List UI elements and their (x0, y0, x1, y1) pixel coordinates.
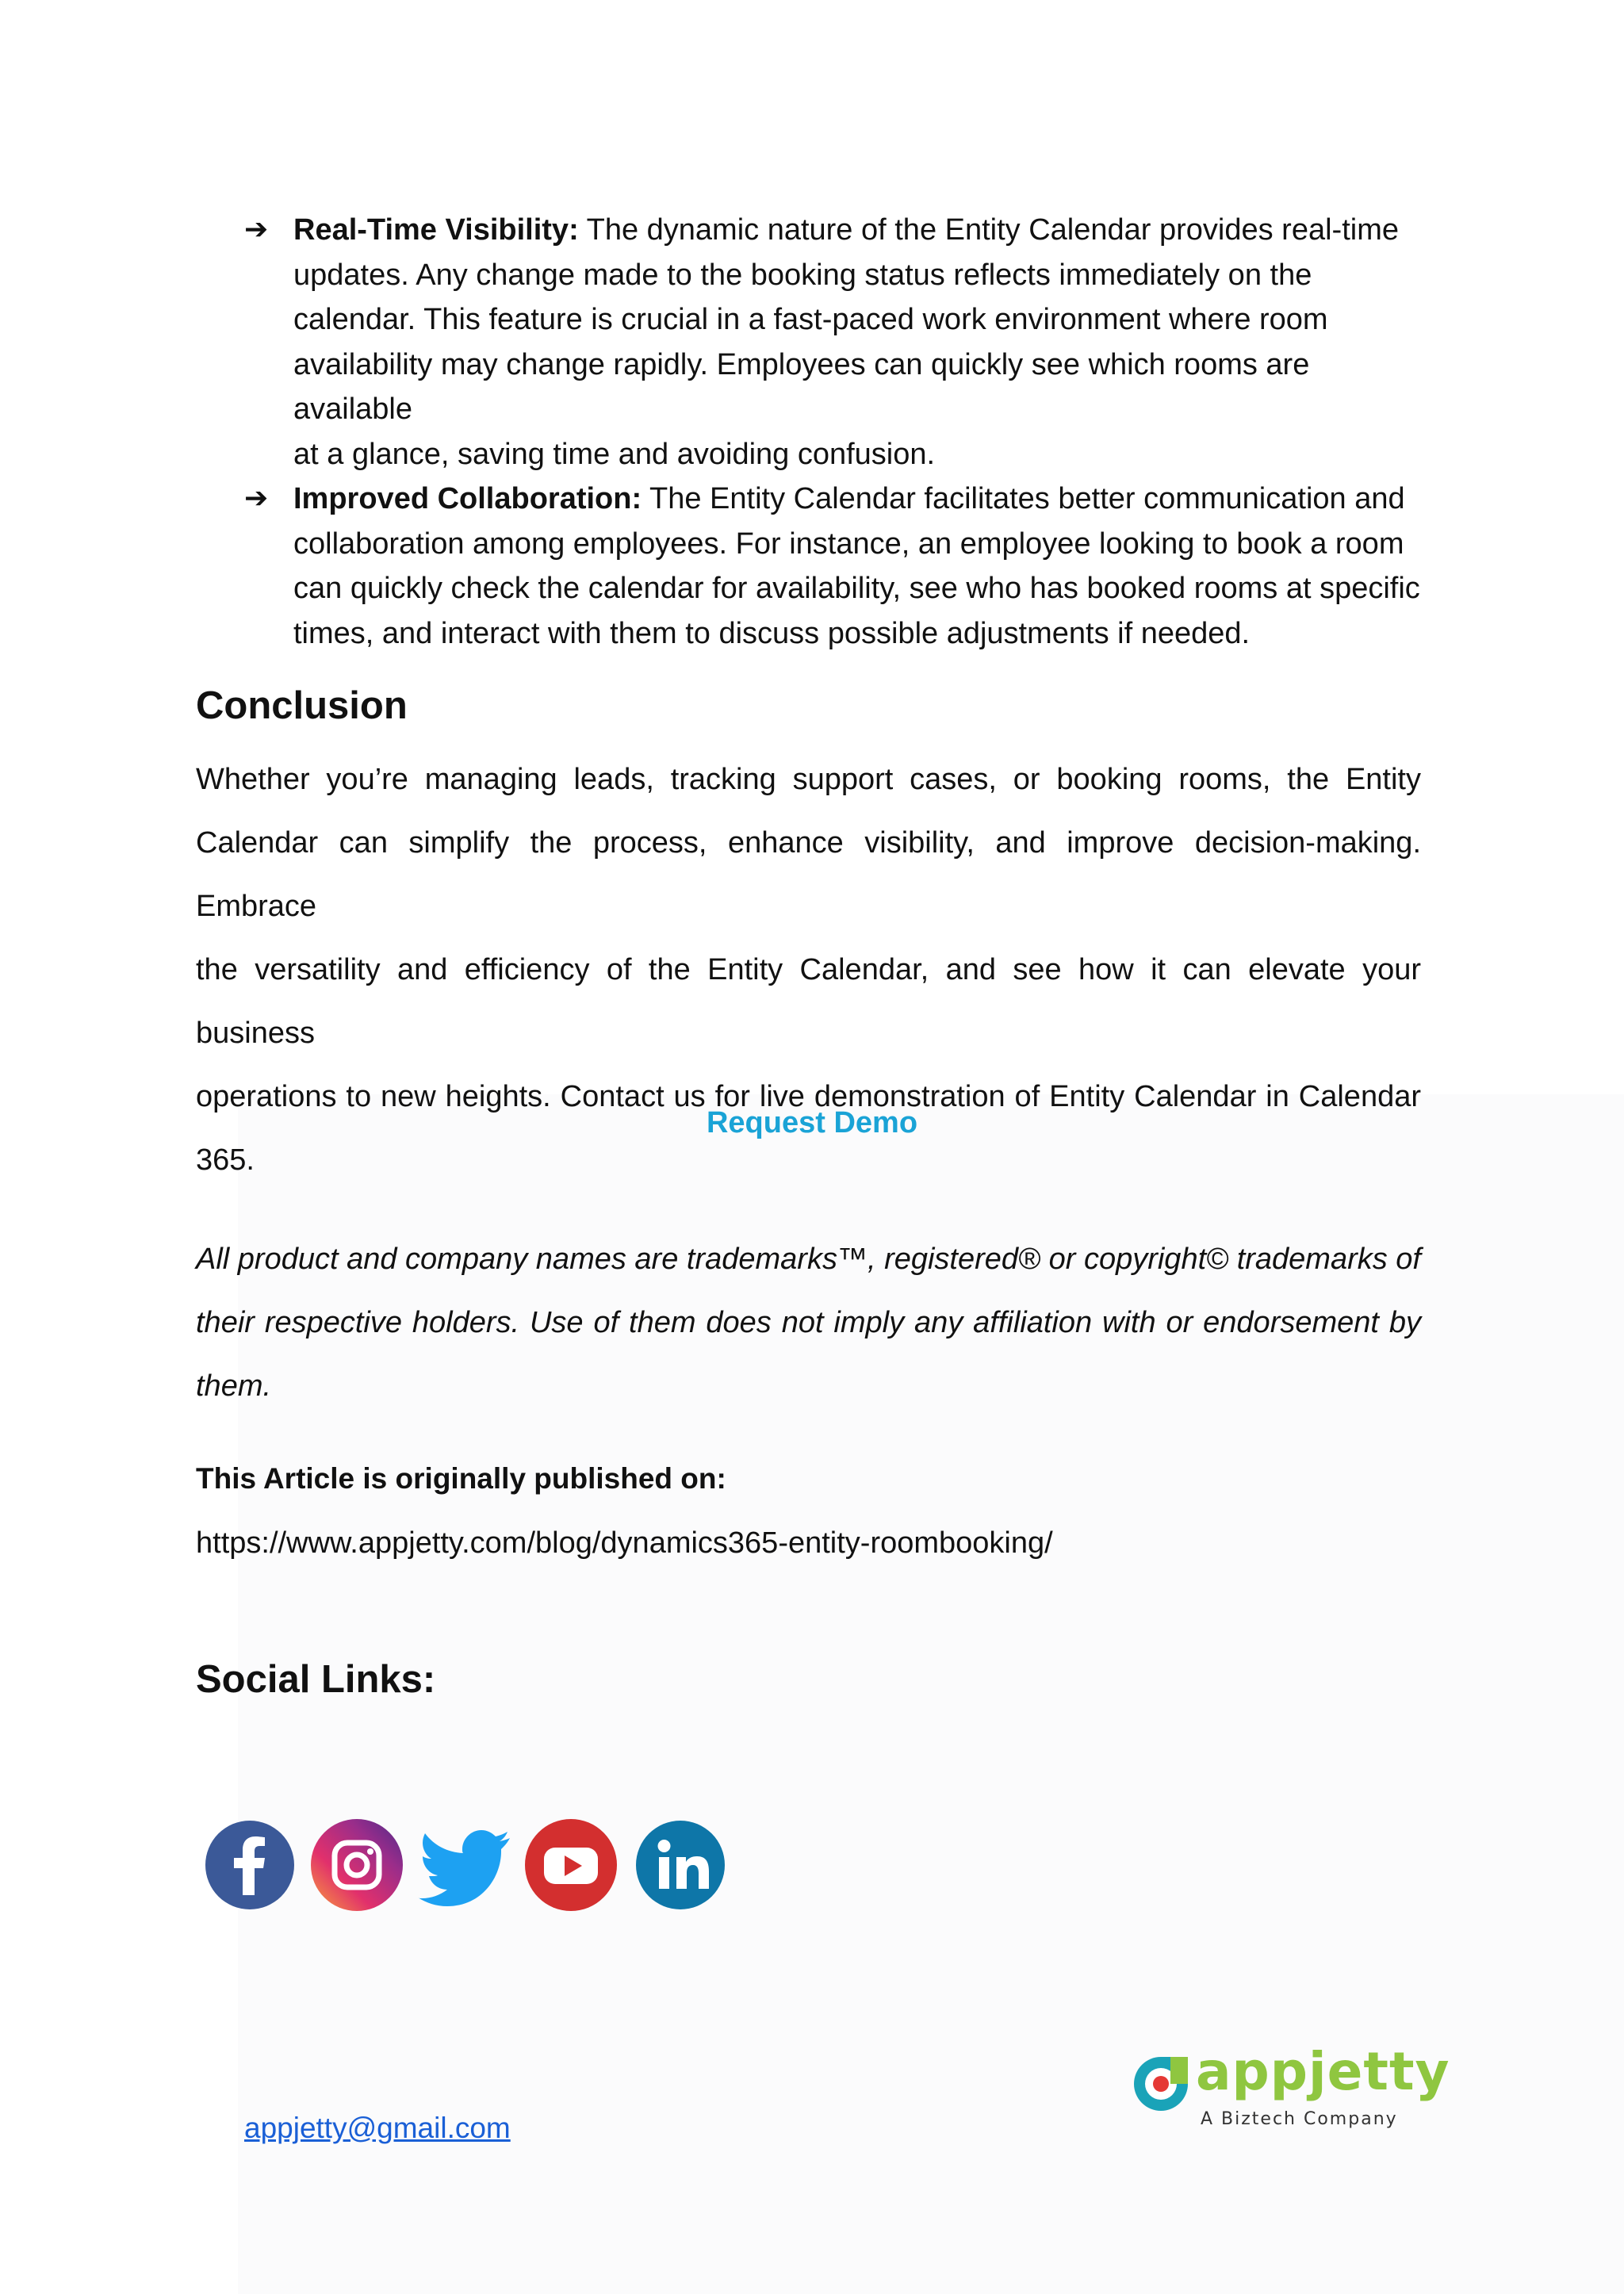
bullet-text: updates. Any change made to the booking status reflects immediately on the (293, 258, 1312, 292)
bullet-text: availability may change rapidly. Employees can quickly see which rooms are available (293, 347, 1310, 426)
bullet-text: can quickly check the calendar for availability, see who has booked rooms at specific (293, 572, 1420, 605)
bullet-text: times, and interact with them to discuss possible adjustments if needed. (293, 616, 1251, 650)
appjetty-logo (1124, 2041, 1450, 2141)
bullet-text: The Entity Calendar facilitates better communication and (642, 482, 1405, 515)
bullet-text: calendar. This feature is crucial in a fast-paced work environment where room (293, 303, 1328, 336)
logo-tagline: A Biztech Company (1201, 2109, 1398, 2129)
bullet-real-time-visibility (238, 208, 1427, 477)
conclusion-heading: Conclusion (196, 684, 408, 727)
bullet-text: The dynamic nature of the Entity Calendar provides real-time (578, 213, 1399, 247)
bullet-title: Improved Collaboration: (293, 482, 642, 515)
disclaimer-line: All product and company names are trademarks™, registered® or copyright© trademarks of (196, 1243, 1421, 1276)
disclaimer-line: them. (196, 1369, 272, 1403)
paragraph-line: Whether you’re managing leads, tracking support cases, or booking rooms, the Entity (196, 763, 1421, 796)
paragraph-line: 365. (196, 1143, 255, 1177)
twitter-icon[interactable] (416, 1817, 511, 1913)
appjetty-logo-mark (1129, 2052, 1193, 2116)
paragraph-line: the versatility and efficiency of the Entity Calendar, and see how it can elevate your business (196, 953, 1421, 1050)
instagram-icon[interactable] (309, 1817, 404, 1913)
social-icons-row (202, 1817, 741, 1921)
contact-email-link[interactable]: appjetty@gmail.com (244, 2112, 511, 2144)
logo-wordmark: appjetty (1196, 2041, 1450, 2102)
bullet-text: at a glance, saving time and avoiding confusion. (293, 437, 936, 471)
feature-bullet-list (238, 208, 1427, 656)
bullet-title: Real-Time Visibility: (293, 213, 579, 247)
facebook-icon[interactable] (202, 1817, 297, 1913)
paragraph-line: operations to new heights. Contact us for live demonstration of Entity Calendar in Calendar (196, 1080, 1421, 1113)
bullet-text: collaboration among employees. For instance, an employee looking to book a room (293, 527, 1404, 561)
disclaimer-line: their respective holders. Use of them does not imply any affiliation with or endorsement by (196, 1306, 1421, 1339)
linkedin-icon[interactable] (633, 1817, 728, 1913)
arrow-bullet-icon: ➔ (244, 213, 269, 246)
published-url: https://www.appjetty.com/blog/dynamics365-entity-roombooking/ (196, 1526, 1053, 1560)
arrow-bullet-icon: ➔ (244, 482, 269, 515)
request-demo-row (0, 1106, 1624, 1140)
request-demo-link[interactable]: Request Demo (706, 1106, 918, 1139)
bullet-improved-collaboration (238, 477, 1427, 656)
youtube-icon[interactable] (523, 1817, 619, 1913)
trademark-disclaimer (196, 1227, 1421, 1418)
social-links-heading: Social Links: (196, 1658, 436, 1701)
paragraph-line: Calendar can simplify the process, enhance visibility, and improve decision-making. Embrace (196, 826, 1421, 923)
published-on-label: This Article is originally published on: (196, 1462, 726, 1495)
